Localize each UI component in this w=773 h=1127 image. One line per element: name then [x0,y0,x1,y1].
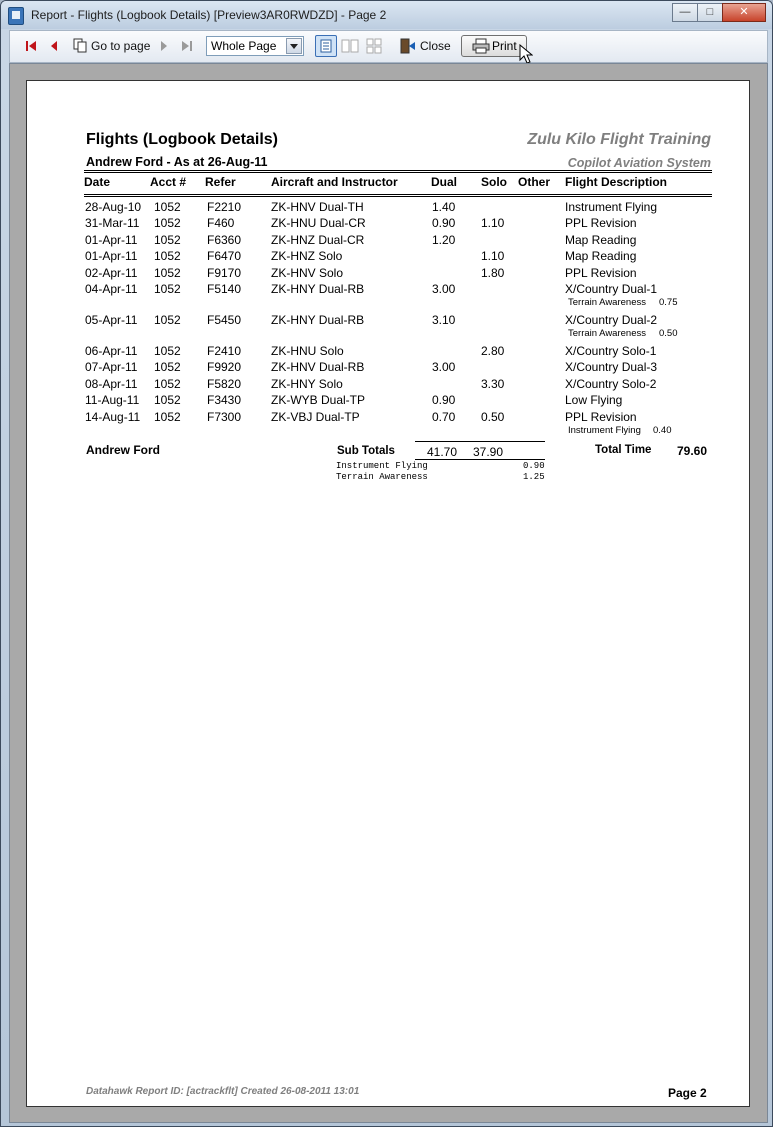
row-acct: 1052 [154,344,181,358]
subtotal-rule [415,441,545,442]
col-header-solo: Solo [481,175,507,189]
row-date: 05-Apr-11 [85,313,138,327]
breakdown-value: 1.25 [523,472,545,482]
row-acct: 1052 [154,232,181,247]
total-time-label: Total Time [595,444,652,456]
go-to-page-label: Go to page [91,39,151,53]
mouse-cursor-icon [519,44,533,64]
close-preview-button[interactable] [399,37,451,55]
row-desc: X/Country Dual-2 [565,313,658,327]
col-header-refer: Refer [205,175,236,189]
row-acct: 1052 [154,393,181,408]
row-aircraft: ZK-HNZ Dual-CR [271,232,365,247]
company-name: Zulu Kilo Flight Training [527,131,711,148]
row-refer: F6470 [207,249,242,264]
row-remark-value: 0.50 [659,328,678,339]
row-desc: Instrument Flying [565,200,658,214]
door-exit-icon [399,38,417,54]
row-acct: 1052 [154,360,181,375]
row-dual: 0.70 [432,409,456,424]
page-number: Page 2 [668,1086,707,1100]
zoom-select[interactable] [206,36,304,56]
row-dual: 1.40 [432,200,456,214]
window-title: Report - Flights (Logbook Details) [Preview3AR0RWDZD] - Page 2 [31,8,387,22]
row-remark-label: Terrain Awareness [568,297,646,308]
row-aircraft: ZK-HNU Dual-CR [271,216,366,231]
row-acct: 1052 [154,376,181,391]
row-date: 08-Apr-11 [85,376,138,391]
multi-page-view-button[interactable] [366,37,382,55]
row-remark-label: Instrument Flying [568,424,641,436]
two-page-icon [341,39,359,53]
row-acct: 1052 [154,282,181,296]
row-acct: 1052 [154,409,181,424]
title-bar[interactable] [1,1,772,29]
maximize-button[interactable]: □ [697,3,723,22]
previous-page-icon [48,39,60,53]
subtotals-label: Sub Totals [337,445,395,457]
multi-page-icon [366,38,382,54]
row-remark-label: Terrain Awareness [568,328,646,339]
row-refer: F7300 [207,409,242,424]
preview-toolbar [9,30,768,63]
col-header-other: Other [518,175,551,189]
row-date: 04-Apr-11 [85,282,138,296]
row-date: 07-Apr-11 [85,360,138,375]
row-refer: F2210 [207,200,242,214]
row-date: 14-Aug-11 [85,409,141,424]
row-aircraft: ZK-HNU Solo [271,344,344,358]
row-solo: 3.30 [481,376,505,391]
last-page-icon [180,39,194,53]
row-desc: X/Country Dual-1 [565,282,658,296]
row-remark-value: 0.40 [653,424,672,436]
zoom-select-value: Whole Page [211,39,277,53]
print-button[interactable] [461,35,527,57]
row-aircraft: ZK-HNY Solo [271,376,343,391]
row-aircraft: ZK-HNY Dual-RB [271,282,365,296]
row-date: 28-Aug-10 [85,200,142,214]
row-refer: F6360 [207,232,242,247]
row-acct: 1052 [154,265,181,280]
single-page-view-button[interactable] [315,35,337,57]
row-date: 02-Apr-11 [85,265,138,280]
row-solo: 0.50 [481,409,505,424]
row-solo: 1.10 [481,216,505,231]
next-page-icon [158,39,170,53]
row-solo: 1.80 [481,265,505,280]
row-refer: F5140 [207,282,242,296]
row-date: 06-Apr-11 [85,344,138,358]
two-page-view-button[interactable] [341,37,359,55]
row-refer: F3430 [207,393,242,408]
row-acct: 1052 [154,249,181,264]
col-header-aircraft: Aircraft and Instructor [271,175,398,189]
row-desc: X/Country Solo-2 [565,376,657,391]
row-aircraft: ZK-WYB Dual-TP [271,393,366,408]
last-page-button[interactable] [180,37,194,55]
total-time-value: 79.60 [677,444,708,458]
row-date: 31-Mar-11 [85,216,140,231]
row-dual: 0.90 [432,216,456,231]
system-name: Copilot Aviation System [567,156,711,170]
single-page-icon [320,39,332,53]
row-date: 01-Apr-11 [85,232,138,247]
col-header-dual: Dual [431,175,458,189]
row-solo: 2.80 [481,344,505,358]
breakdown-value: 0.90 [523,461,545,471]
row-desc: Low Flying [565,393,623,408]
row-acct: 1052 [154,200,181,214]
row-aircraft: ZK-HNY Dual-RB [271,313,365,327]
preview-area[interactable] [9,63,768,1123]
go-to-page-icon [72,38,88,54]
next-page-button[interactable] [158,37,170,55]
header-rule [84,170,712,171]
row-aircraft: ZK-HNV Solo [271,265,344,280]
row-refer: F2410 [207,344,242,358]
chevron-down-icon[interactable] [286,38,302,54]
row-desc: Map Reading [565,232,637,247]
breakdown-label: Instrument Flying [336,461,428,471]
report-id: Datahawk Report ID: [actrackflt] Created 26-08-2011 13:01 [86,1086,360,1097]
subtotal-dual: 41.70 [427,445,458,459]
row-remark-value: 0.75 [659,297,678,308]
row-desc: Map Reading [565,249,637,264]
header-rule [84,196,712,197]
row-refer: F460 [207,216,235,231]
row-aircraft: ZK-VBJ Dual-TP [271,409,360,424]
header-rule [84,194,712,195]
row-desc: PPL Revision [565,409,637,424]
subtotal-rule [415,459,545,460]
row-date: 01-Apr-11 [85,249,138,264]
footer-pilot-name: Andrew Ford [86,443,160,457]
app-icon [8,7,24,25]
row-refer: F5820 [207,376,242,391]
row-acct: 1052 [154,216,181,231]
row-aircraft: ZK-HNV Dual-RB [271,360,365,375]
go-to-page-button[interactable] [72,37,150,55]
row-desc: X/Country Solo-1 [565,344,657,358]
row-dual: 3.00 [432,282,456,296]
subtotal-solo: 37.90 [473,445,504,459]
minimize-button[interactable]: — [672,3,698,22]
row-desc: X/Country Dual-3 [565,360,658,375]
breakdown-label: Terrain Awareness [336,472,428,482]
header-rule [84,172,712,173]
row-dual: 1.20 [432,232,456,247]
row-refer: F9920 [207,360,242,375]
report-subtitle: Andrew Ford - As at 26-Aug-11 [86,155,268,169]
report-title: Flights (Logbook Details) [86,131,278,148]
row-solo: 1.10 [481,249,505,264]
row-date: 11-Aug-11 [85,393,140,408]
row-dual: 3.10 [432,313,456,327]
report-page [26,80,750,1107]
col-header-acct: Acct # [150,175,187,189]
row-desc: PPL Revision [565,265,637,280]
col-header-desc: Flight Description [565,175,667,189]
close-window-button[interactable]: ✕ [722,3,766,22]
col-header-date: Date [84,175,111,189]
first-page-button[interactable] [24,37,38,55]
row-refer: F9170 [207,265,242,280]
row-dual: 0.90 [432,393,456,408]
row-desc: PPL Revision [565,216,637,231]
print-label: Print [492,39,517,53]
row-aircraft: ZK-HNZ Solo [271,249,343,264]
first-page-icon [24,39,38,53]
row-acct: 1052 [154,313,181,327]
row-aircraft: ZK-HNV Dual-TH [271,200,364,214]
row-refer: F5450 [207,313,242,327]
close-preview-label: Close [420,39,451,53]
row-dual: 3.00 [432,360,456,375]
printer-icon [472,38,490,54]
previous-page-button[interactable] [48,37,60,55]
